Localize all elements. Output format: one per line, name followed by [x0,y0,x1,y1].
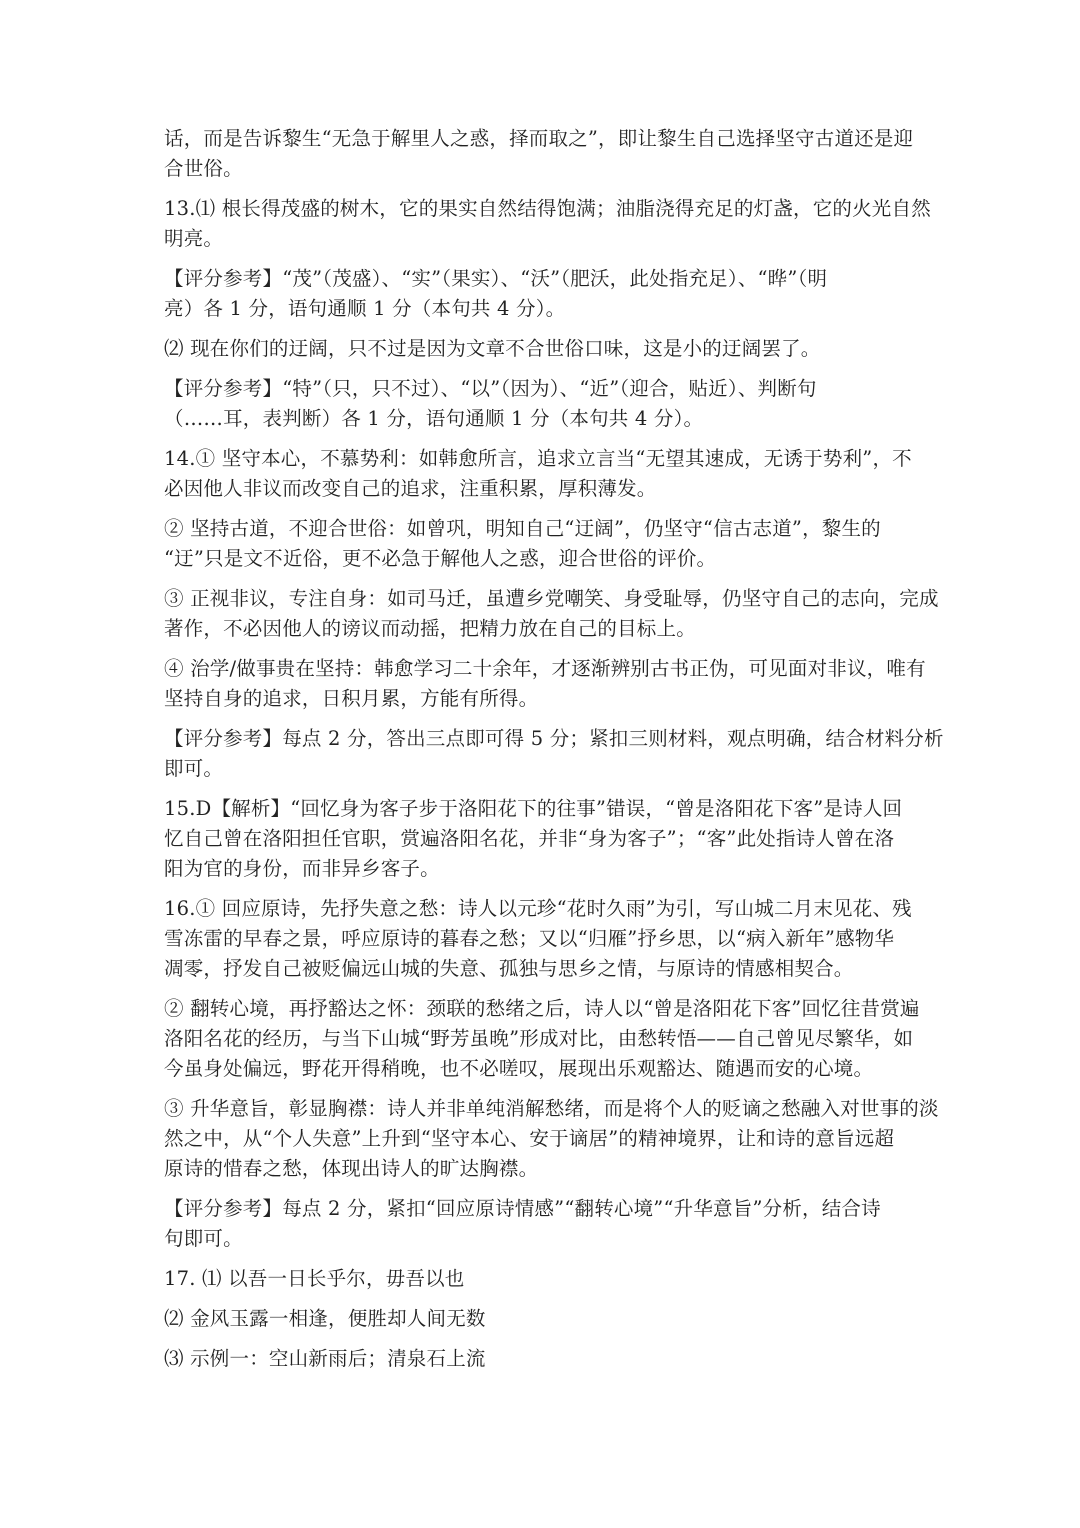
answer-14-point-1 [164,444,920,504]
text-line: 16.① 回应原诗，先抒失意之愁：诗人以元珍“花时久雨”为引，写山城二月末见花、残 [164,897,912,920]
answer-16-point-1 [164,894,920,984]
text-line: 原诗的惜春之愁，体现出诗人的旷达胸襟。 [164,1157,539,1180]
text-line: 亮）各 1 分，语句通顺 1 分（本句共 4 分）。 [164,297,566,320]
text-line: 然之中，从“个人失意”上升到“坚守本心、安于谪居”的精神境界，让和诗的意旨远超 [164,1127,895,1150]
answer-13-2 [164,334,920,364]
text-line: 14.① 坚守本心，不慕势利：如韩愈所言，追求立言当“无望其速成，无诱于势利”，不 [164,447,912,470]
answer-17-1 [164,1264,920,1294]
answer-17-3 [164,1344,920,1374]
text-line: ⑵ 金风玉露一相逢，便胜却人间无数 [164,1307,486,1330]
text-line: ② 翻转心境，再抒豁达之怀：颈联的愁绪之后，诗人以“曾是洛阳花下客”回忆往昔赏遍 [164,997,920,1020]
text-line: 【评分参考】每点 2 分，答出三点即可得 5 分；紧扣三则材料，观点明确，结合材料分析 [164,727,944,750]
text-line: ⑶ 示例一：空山新雨后；清泉石上流 [164,1347,486,1370]
scoring-14 [164,724,944,784]
text-line: 【评分参考】每点 2 分，紧扣“回应原诗情感”“翻转心境”“升华意旨”分析，结合诗 [164,1197,881,1220]
text-line: 话，而是告诉黎生“无急于解里人之惑，择而取之”，即让黎生自己选择坚守古道还是迎 [164,127,914,150]
text-line: ② 坚持古道，不迎合世俗：如曾巩，明知自己“迂阔”，仍坚守“信古志道”，黎生的 [164,517,881,540]
text-line: 17. ⑴ 以吾一日长乎尔，毋吾以也 [164,1267,465,1290]
text-line: ③ 升华意旨，彰显胸襟：诗人并非单纯消解愁绪，而是将个人的贬谪之愁融入对世事的淡 [164,1097,939,1120]
text-line: 13.⑴ 根长得茂盛的树木，它的果实自然结得饱满；油脂浇得充足的灯盏，它的火光自然 [164,197,931,220]
answer-key-page [164,124,944,1384]
answer-13-1 [164,194,931,254]
text-line: ③ 正视非议，专注自身：如司马迁，虽遭乡党嘲笑、身受耻辱，仍坚守自己的志向，完成 [164,587,939,610]
text-line: “迂”只是文不近俗，更不必急于解他人之惑，迎合世俗的评价。 [164,547,717,570]
text-line: 句即可。 [164,1227,243,1250]
text-line: 明亮。 [164,227,224,250]
text-line: 阳为官的身份，而非异乡客子。 [164,857,440,880]
text-line: ④ 治学/做事贵在坚持：韩愈学习二十余年，才逐渐辨别古书正伪，可见面对非议，唯有 [164,657,926,680]
answer-14-point-2 [164,514,920,574]
answer-17-2 [164,1304,920,1334]
text-line: 洛阳名花的经历，与当下山城“野芳虽晚”形成对比，由愁转悟——自己曾见尽繁华，如 [164,1027,914,1050]
answer-16-point-3 [164,1094,939,1184]
text-line: 忆自己曾在洛阳担任官职，赏遍洛阳名花，并非“身为客子”；“客”此处指诗人曾在洛 [164,827,895,850]
text-line: 即可。 [164,757,224,780]
text-line: 凋零，抒发自己被贬偏远山城的失意、孤独与思乡之情，与原诗的情感相契合。 [164,957,854,980]
text-line: 著作，不必因他人的谤议而动摇，把精力放在自己的目标上。 [164,617,696,640]
scoring-13-2 [164,374,920,434]
text-line: 今虽身处偏远，野花开得稍晚，也不必嗟叹，展现出乐观豁达、随遇而安的心境。 [164,1057,874,1080]
text-line: 雪冻雷的早春之景，呼应原诗的暮春之愁；又以“归雁”抒乡思，以“病入新年”感物华 [164,927,895,950]
text-line: 坚持自身的追求，日积月累，方能有所得。 [164,687,539,710]
text-line: 15.D【解析】“回忆身为客子步于洛阳花下的往事”错误，“曾是洛阳花下客”是诗人回 [164,797,903,820]
answer-16-point-2 [164,994,920,1084]
text-line: 必因他人非议而改变自己的追求，注重积累，厚积薄发。 [164,477,657,500]
text-line: ⑵ 现在你们的迂阔，只不过是因为文章不合世俗口味，这是小的迂阔罢了。 [164,337,821,360]
scoring-16 [164,1194,920,1254]
text-line: 合世俗。 [164,157,243,180]
text-line: 【评分参考】“茂”（茂盛）、“实”（果实）、“沃”（肥沃，此处指充足）、“晔”（明 [164,267,828,290]
text-line: 【评分参考】“特”（只，只不过）、“以”（因为）、“近”（迎合，贴近）、判断句 [164,377,817,400]
answer-14-point-4 [164,654,926,714]
text-line: （……耳，表判断）各 1 分，语句通顺 1 分（本句共 4 分）。 [164,407,704,430]
answer-15 [164,794,920,884]
scoring-13-1 [164,264,920,324]
paragraph-intro-continuation [164,124,920,184]
answer-14-point-3 [164,584,939,644]
